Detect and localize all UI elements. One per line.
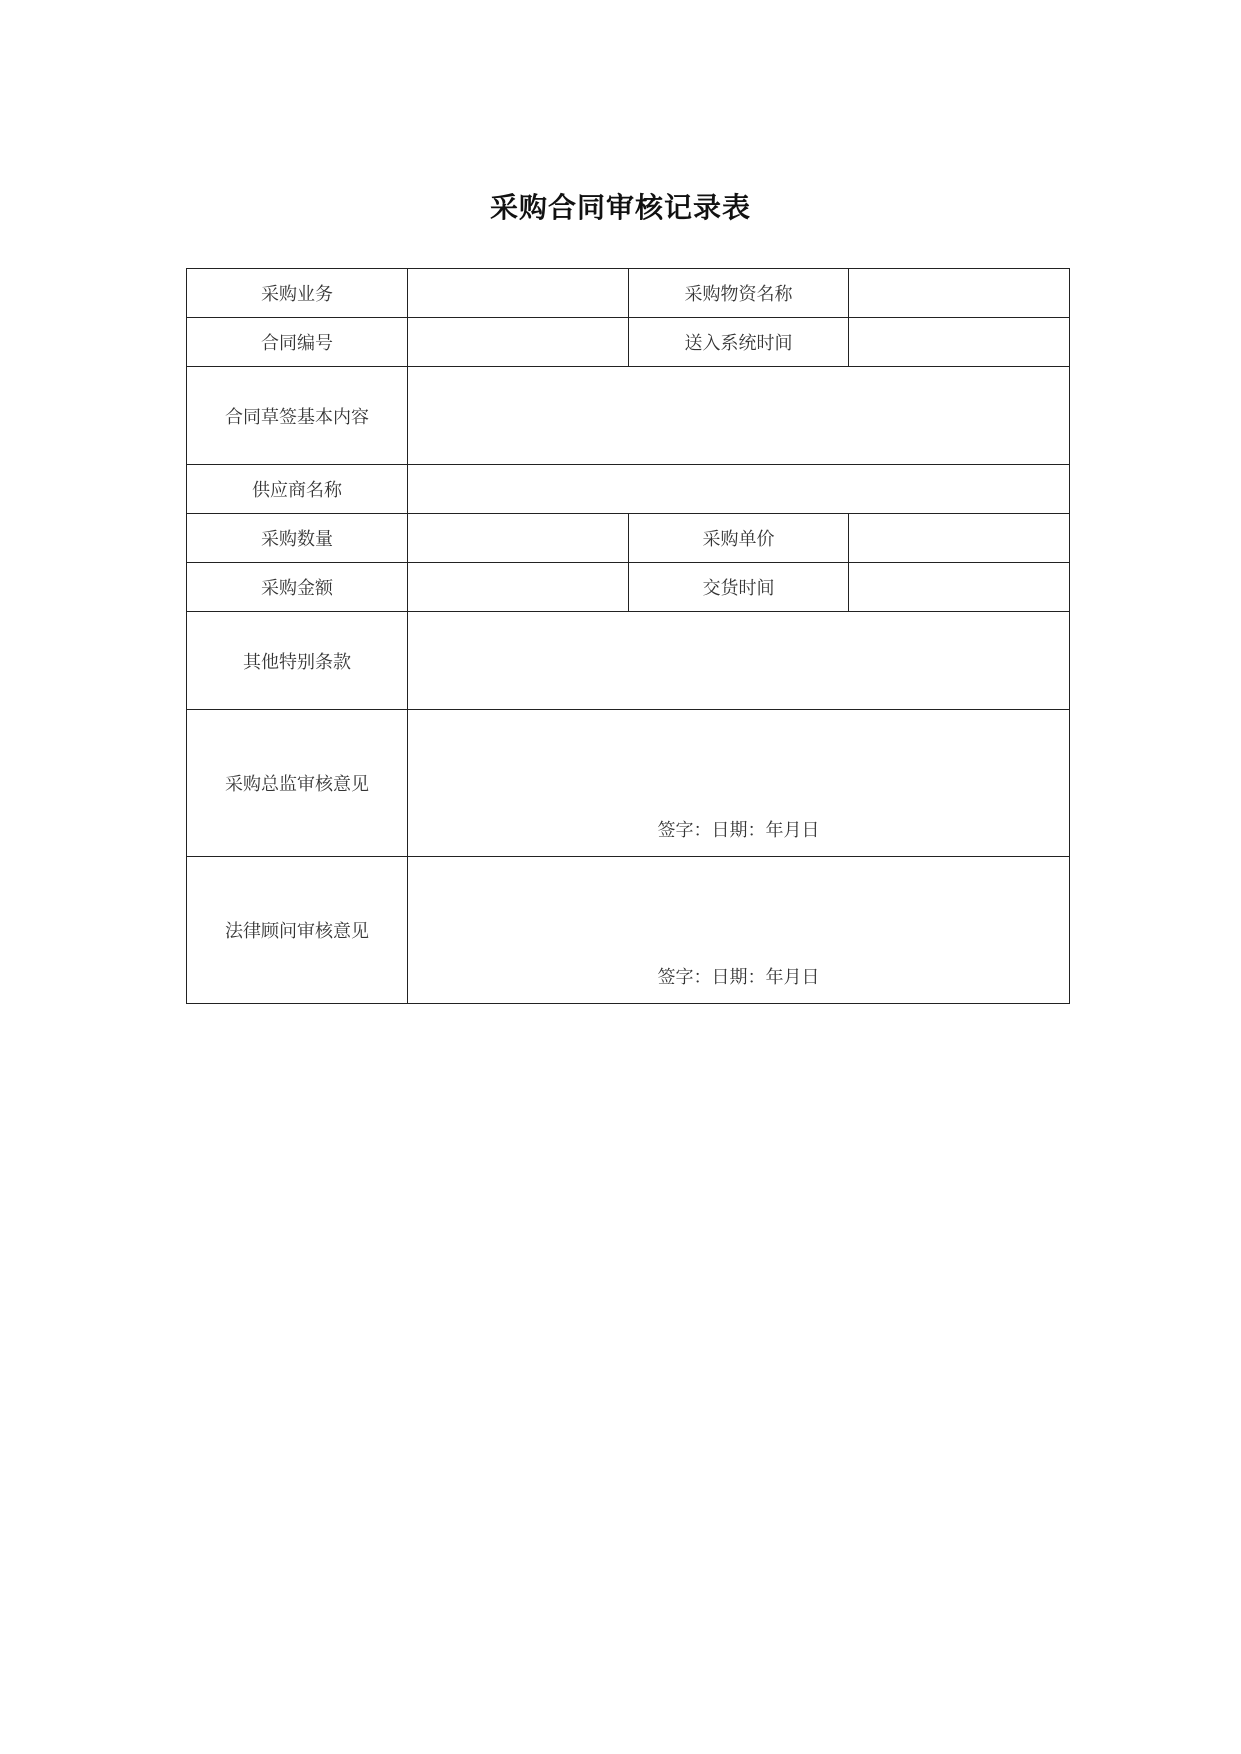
table-row (187, 514, 1070, 563)
table-row (187, 710, 1070, 857)
supplier-name-label: 供应商名称 (187, 465, 408, 514)
draft-content-field[interactable] (408, 367, 1070, 465)
table-row (187, 318, 1070, 367)
procurement-business-field[interactable] (408, 269, 629, 318)
table-row (187, 857, 1070, 1004)
legal-signature-line: 签字：日期：年月日 (657, 967, 820, 988)
material-name-label: 采购物资名称 (629, 269, 849, 318)
material-name-field[interactable] (849, 269, 1070, 318)
contract-number-field[interactable] (408, 318, 629, 367)
unit-price-label: 采购单价 (629, 514, 849, 563)
special-terms-label: 其他特别条款 (187, 612, 408, 710)
amount-label: 采购金额 (187, 563, 408, 612)
table-row (187, 612, 1070, 710)
submit-time-label: 送入系统时间 (629, 318, 849, 367)
legal-review-field[interactable] (408, 857, 1070, 1004)
draft-content-label: 合同草签基本内容 (187, 367, 408, 465)
quantity-field[interactable] (408, 514, 629, 563)
page-title: 采购合同审核记录表 (489, 191, 751, 224)
contract-number-label: 合同编号 (187, 318, 408, 367)
delivery-time-field[interactable] (849, 563, 1070, 612)
table-row (187, 465, 1070, 514)
supplier-name-field[interactable] (408, 465, 1070, 514)
submit-time-field[interactable] (849, 318, 1070, 367)
delivery-time-label: 交货时间 (629, 563, 849, 612)
contract-review-table (186, 268, 1070, 1004)
legal-review-label: 法律顾问审核意见 (187, 857, 408, 1004)
director-signature-line: 签字：日期：年月日 (657, 820, 820, 841)
quantity-label: 采购数量 (187, 514, 408, 563)
table-row (187, 367, 1070, 465)
procurement-business-label: 采购业务 (187, 269, 408, 318)
table-row (187, 269, 1070, 318)
amount-field[interactable] (408, 563, 629, 612)
director-review-label: 采购总监审核意见 (187, 710, 408, 857)
unit-price-field[interactable] (849, 514, 1070, 563)
special-terms-field[interactable] (408, 612, 1070, 710)
table-row (187, 563, 1070, 612)
director-review-field[interactable] (408, 710, 1070, 857)
